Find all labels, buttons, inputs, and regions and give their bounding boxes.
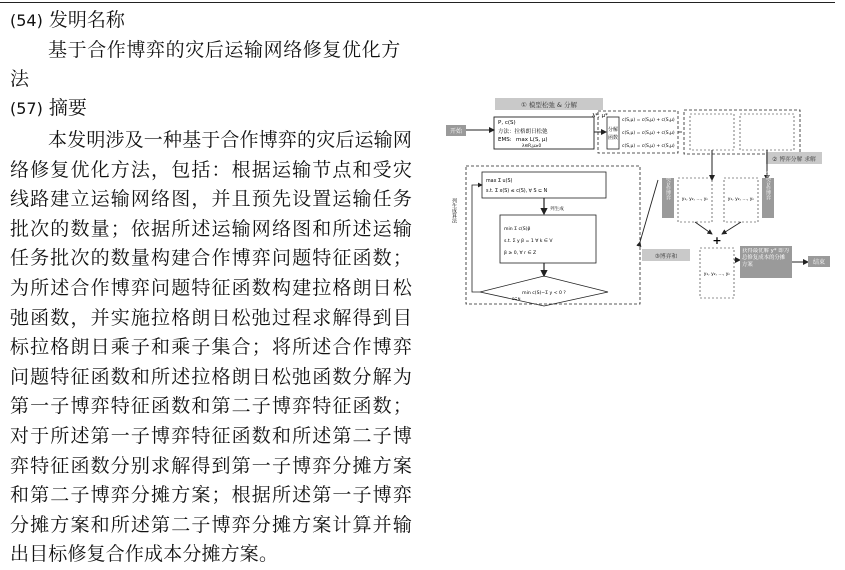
master-min: min Σ c(S)β <box>504 227 531 232</box>
arrow-left-plus <box>695 222 712 234</box>
flowchart-diagram <box>440 92 836 310</box>
abstract-heading <box>10 96 87 121</box>
start-label: 开始 <box>449 128 463 135</box>
vertical-caption: 列生成算法 <box>451 198 457 223</box>
ems-label: EMS: <box>498 137 512 143</box>
plus-sign: + <box>712 234 722 247</box>
decompose-label-2: 函数 <box>607 135 619 141</box>
decompose-label-1: 分解 <box>607 127 619 133</box>
eq-left-3: c(S,μ) = c(S,μ) + c(S,μ) <box>622 144 675 149</box>
check-sub: S⊆N <box>512 296 521 301</box>
coop-game-right-label: 交换合作博弈 <box>765 170 771 200</box>
abstract-label: 摘要 <box>48 97 87 119</box>
sub-equations-left <box>690 114 734 150</box>
pricing-problem-box <box>482 172 606 198</box>
invention-title-number: (54) <box>10 11 43 30</box>
decompose-box <box>607 117 619 149</box>
pc-label: P, c(S) <box>498 120 516 126</box>
eq-left-2: c(S,μ) = c(S,μ) + c(S,μ) <box>622 131 675 136</box>
arrow-from-subgame <box>640 180 658 242</box>
arrow-right-plus <box>722 222 741 234</box>
vector-sum-label: y₁, y₂, …, yₙ <box>703 272 731 277</box>
method-label: 方法：拉格朗日松弛 <box>498 129 548 135</box>
step2-label: ② 博弈分解 求解 <box>772 157 816 163</box>
vector-right-label: y₁, y₂, …, yₙ <box>727 197 755 202</box>
ems-sub: λ∈R,μ≥0 <box>522 143 542 148</box>
invention-title-text: 基于合作博弈的灾后运输网络修复优化方法 <box>10 39 401 90</box>
eq-left-1: c(S,μ) = c(S,μ) + c(S,μ) <box>622 118 675 123</box>
abstract-text: 本发明涉及一种基于合作博弈的灾后运输网络修复优化方法，包括：根据运输节点和受灾线路建立运输网络图，并且预先设置运输任务批次的数量；依据所述运输网络图和所述运输任务批次的数量构建合作博弈问题特征函数；为所述合作博弈问题特征函数构建拉格朗日松弛函数，并实施拉格朗日松弛过程求解得到目标拉格朗日乘子和乘子集合；将所述合作博弈问题特征函数和所述拉格朗日松弛函数分解为第一子博弈特征函数和第二子博弈特征函数；对于所述第一子博弈特征函数和所述第二子博弈特征函数分别求解得到第一子博弈分摊方案和第二子博弈分摊方案；根据所述第一子博弈分摊方案和所述第二子博弈分摊方案计算并输出目标修复合作成本分摊方案。 <box>10 129 412 566</box>
check-expr: min c(S)−Σ y < 0 ? <box>522 291 566 296</box>
vector-left-label: y₁, y₂, …, yₙ <box>681 197 709 202</box>
arrow-loop-back <box>472 185 482 292</box>
ems-expr: max L(S, μ) <box>516 137 548 143</box>
coop-game-left-label: 交换合作博弈 <box>665 170 671 200</box>
lambda-mu-label: λ*, μ* <box>592 113 608 119</box>
pricing-max: max Σ u(S) <box>486 179 513 184</box>
master-st: s.t. Σ y β = 1 ∀ k ∈ V <box>504 239 553 244</box>
col-gen-label: 列生成 <box>550 207 564 212</box>
invention-title-label: 发明名称 <box>48 9 125 31</box>
master-nn: β ≥ 0, ∀ r ∈ Z <box>504 251 537 256</box>
step1-label: ① 模型松弛 & 分解 <box>520 101 578 109</box>
result-label: 获得最优解 y* 即为总修复成本的分摊方案 <box>742 248 790 268</box>
end-label: 结束 <box>812 259 826 266</box>
sub-equations-right <box>740 114 794 150</box>
abstract-number: (57) <box>10 99 43 118</box>
top-rule <box>0 2 835 3</box>
pricing-st: s.t. Σ x(S) ≤ c(S), ∀ S ⊆ N <box>486 189 548 194</box>
invention-title-heading <box>10 8 125 33</box>
step3-label: ③博弈和 <box>654 254 678 260</box>
column-generation-box <box>466 166 640 304</box>
abstract-figure <box>440 92 836 310</box>
decomposed-equations-box <box>684 110 800 154</box>
